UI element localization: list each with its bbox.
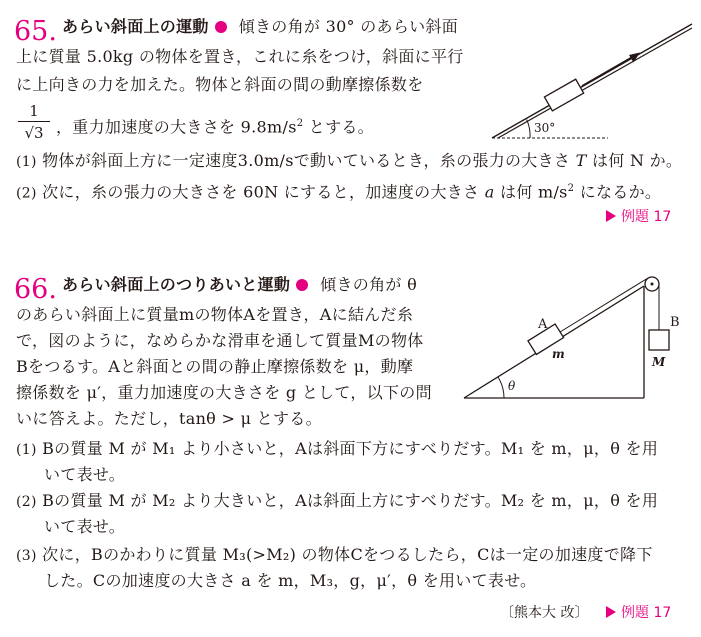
- text-span: 物体が斜面上方に一定速度3.0m/sで動いているとき，糸の張力の大きさ: [42, 151, 576, 170]
- triangle-right-icon: [606, 606, 616, 618]
- variable: a: [484, 182, 495, 202]
- question-1: [16, 438, 658, 461]
- incline-figure-65: [488, 18, 694, 144]
- angle-label: 30°: [534, 121, 556, 135]
- text-line: Bをつるす。Aと斜面との間の静止摩擦係数を μ，動摩: [16, 357, 414, 376]
- text-line: のあらい斜面上に質量mの物体Aを置き，Aに結んだ糸: [16, 305, 414, 324]
- triangle-right-icon: [606, 210, 616, 222]
- problem-number: 66.: [14, 274, 57, 305]
- problem-number: 65.: [14, 16, 57, 47]
- text-span: は何 m/s: [494, 182, 568, 202]
- text-line: 傾きの角が 30° のあらい斜面: [238, 17, 459, 36]
- superscript: 2: [567, 183, 575, 194]
- question-label: (1): [16, 442, 37, 458]
- superscript: 2: [296, 118, 304, 129]
- mass-big-m-label: M: [652, 355, 666, 369]
- variable: T: [575, 151, 587, 170]
- text-span: Bの質量 M が M₁ より小さいと，Aは斜面下方にすべりだす。M₁ を m，μ，θ を用: [42, 439, 659, 458]
- bullet-dot-icon: [296, 279, 308, 291]
- text-span: 次に，Bのかわりに質量 M₃(>M₂) の物体Cをつるしたら，Cは一定の加速度で降下: [42, 545, 653, 564]
- text-line: [56, 113, 374, 138]
- question-2: [16, 178, 661, 204]
- block-a-label: A: [538, 317, 548, 332]
- question-3: [16, 544, 653, 567]
- reference-label: 例題 17: [621, 605, 672, 621]
- text-span: になるか。: [574, 182, 662, 202]
- text-span: 次に，糸の張力の大きさを 60N にすると，加速度の大きさ: [42, 182, 485, 202]
- reference-label: 例題 17: [621, 209, 672, 225]
- block-b-label: B: [670, 315, 680, 330]
- fraction-bar: [18, 121, 50, 122]
- text-line: に上向きの力を加えた。物体と斜面の間の動摩擦係数を: [16, 75, 424, 94]
- text-span: Bの質量 M が M₂ より大きいと，Aは斜面上方にすべりだす。M₂ を m，μ，θ を用: [42, 491, 659, 510]
- mass-m-label: m: [552, 347, 565, 361]
- text-line: 傾きの角が θ: [320, 275, 418, 294]
- problem-title: あらい斜面上の運動: [62, 17, 209, 36]
- text-span: ，重力加速度の大きさを 9.8m/s: [56, 117, 297, 137]
- text-line: いて表せ。: [44, 517, 126, 536]
- problem-header: [62, 274, 417, 296]
- question-2: [16, 490, 658, 513]
- angle-theta-label: θ: [508, 379, 516, 393]
- problem-title: あらい斜面上のつりあいと運動: [62, 275, 291, 294]
- example-reference-link[interactable]: [606, 602, 671, 622]
- fraction-numerator: 1: [29, 102, 39, 120]
- text-line: いて表せ。: [44, 465, 126, 484]
- text-line: 上に質量 5.0kg の物体を置き，これに糸をつけ，斜面に平行: [16, 47, 464, 66]
- incline-pulley-figure-66: [460, 272, 696, 406]
- text-line: 擦係数を μ′，重力加速度の大きさを g として，以下の問: [16, 383, 432, 402]
- source-citation: 〔熊本大 改〕: [500, 605, 589, 621]
- text-line: した。Cの加速度の大きさ a を m，M₃，g，μ′，θ を用いて表せ。: [44, 571, 537, 590]
- bullet-dot-icon: [215, 21, 227, 33]
- text-span: は何 N か。: [586, 151, 683, 170]
- text-line: いに答えよ。ただし，tanθ > μ とする。: [16, 409, 322, 428]
- fraction-denominator: √3: [24, 124, 44, 142]
- question-label: (2): [16, 185, 37, 202]
- question-label: (3): [16, 548, 37, 564]
- question-label: (2): [16, 494, 37, 510]
- fraction: [16, 102, 52, 143]
- example-reference-link[interactable]: [606, 206, 671, 226]
- text-span: とする。: [303, 117, 374, 137]
- question-1: [16, 150, 682, 173]
- problem-header: [62, 16, 458, 38]
- text-line: で，図のように，なめらかな滑車を通して質量Mの物体: [16, 331, 424, 350]
- question-label: (1): [16, 154, 37, 170]
